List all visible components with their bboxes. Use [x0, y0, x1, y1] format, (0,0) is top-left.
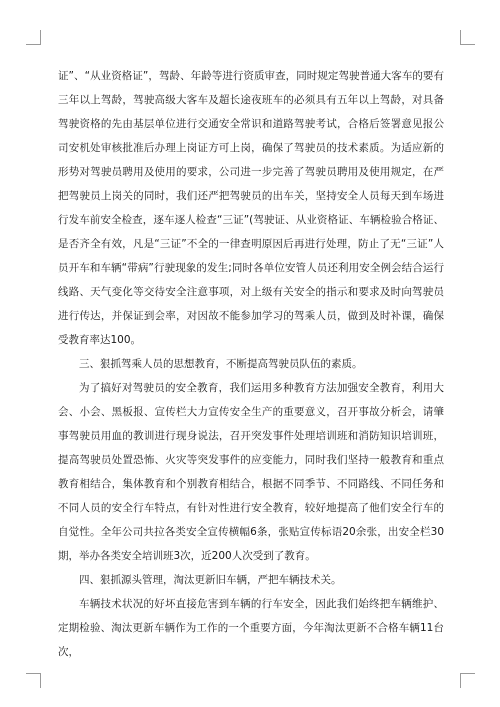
crop-mark-top-left — [26, 30, 41, 45]
crop-mark-bottom-right — [460, 673, 475, 688]
paragraph-vehicle-technology: 车辆技术状况的好坏直接危害到车辆的行车安全，因此我们始终把车辆维护、定期检验、淘汰更新车辆作为工作的一个重要方面，今年淘汰更新不合格车辆11台次， — [58, 598, 444, 658]
section-heading-4: 四、狠抓源头管理，淘汰更新旧车辆，严把车辆技术关。 — [79, 574, 342, 586]
document-body — [58, 64, 444, 664]
paragraph-safety-education: 为了搞好对驾驶员的安全教育，我们运用多种教育方法加强安全教育，利用大会、小会、黑板报、宣传栏大力宣传安全生产的重要意义，召开事故分析会，请肇事驾驶员用血的教训进行现身说法，召开突发事件处理培训班和消防知识培训班，提高驾驶员处置恐怖、火灾等突发事件的应变能力，同时我们坚持一般教育和重点教育相结合，集体教育和个别教育相结合，根据不同季节、不同路线、不同任务和不同人员的安全行车特点，有针对性进行安全教育，较好地提高了他们安全行车的自觉性。全年公司共拉各类安全宣传横幅6条，张贴宣传标语20余张，出安全栏30期，举办各类安全培训班3次，近200人次受到了教育。 — [58, 382, 444, 562]
paragraph-qualification-review: 证”、“从业资格证”，驾龄、年龄等进行资质审查，同时规定驾驶普通大客车的要有三年以上驾龄，驾驶高级大客车及超长途夜班车的必须具有五年以上驾龄，对具备驾驶资格的先由基层单位进行交通安全常识和道路驾驶考试，合格后签署意见报公司安机处审核批准后办理上岗证方可上岗，确保了驾驶员的技术素质。为适应新的形势对驾驶员聘用及使用的要求，公司进一步完善了驾驶员聘用及使用规定，在严把驾驶员上岗关的同时，我们还严把驾驶员的出车关，坚持安全人员每天到车场进行发车前安全检查，逐车逐人检查“三证”(驾驶证、从业资格证、车辆检验合格证、是否齐全有效，凡是“三证”不全的一律查明原因后再进行处理，防止了无“三证”人员开车和车辆“带病”行驶现象的发生;同时各单位安管人员还利用安全例会结合运行线路、天气变化等交待安全注意事项，对上级有关安全的指示和要求及时向驾驶员进行传达，并保证到会率，对因故不能参加学习的驾乘人员，做到及时补课，确保受教育率达100。 — [58, 70, 444, 346]
crop-mark-top-right — [460, 30, 475, 45]
crop-mark-bottom-left — [26, 673, 41, 688]
section-heading-3: 三、狠抓驾乘人员的思想教育，不断提高驾驶员队伍的素质。 — [79, 358, 363, 370]
